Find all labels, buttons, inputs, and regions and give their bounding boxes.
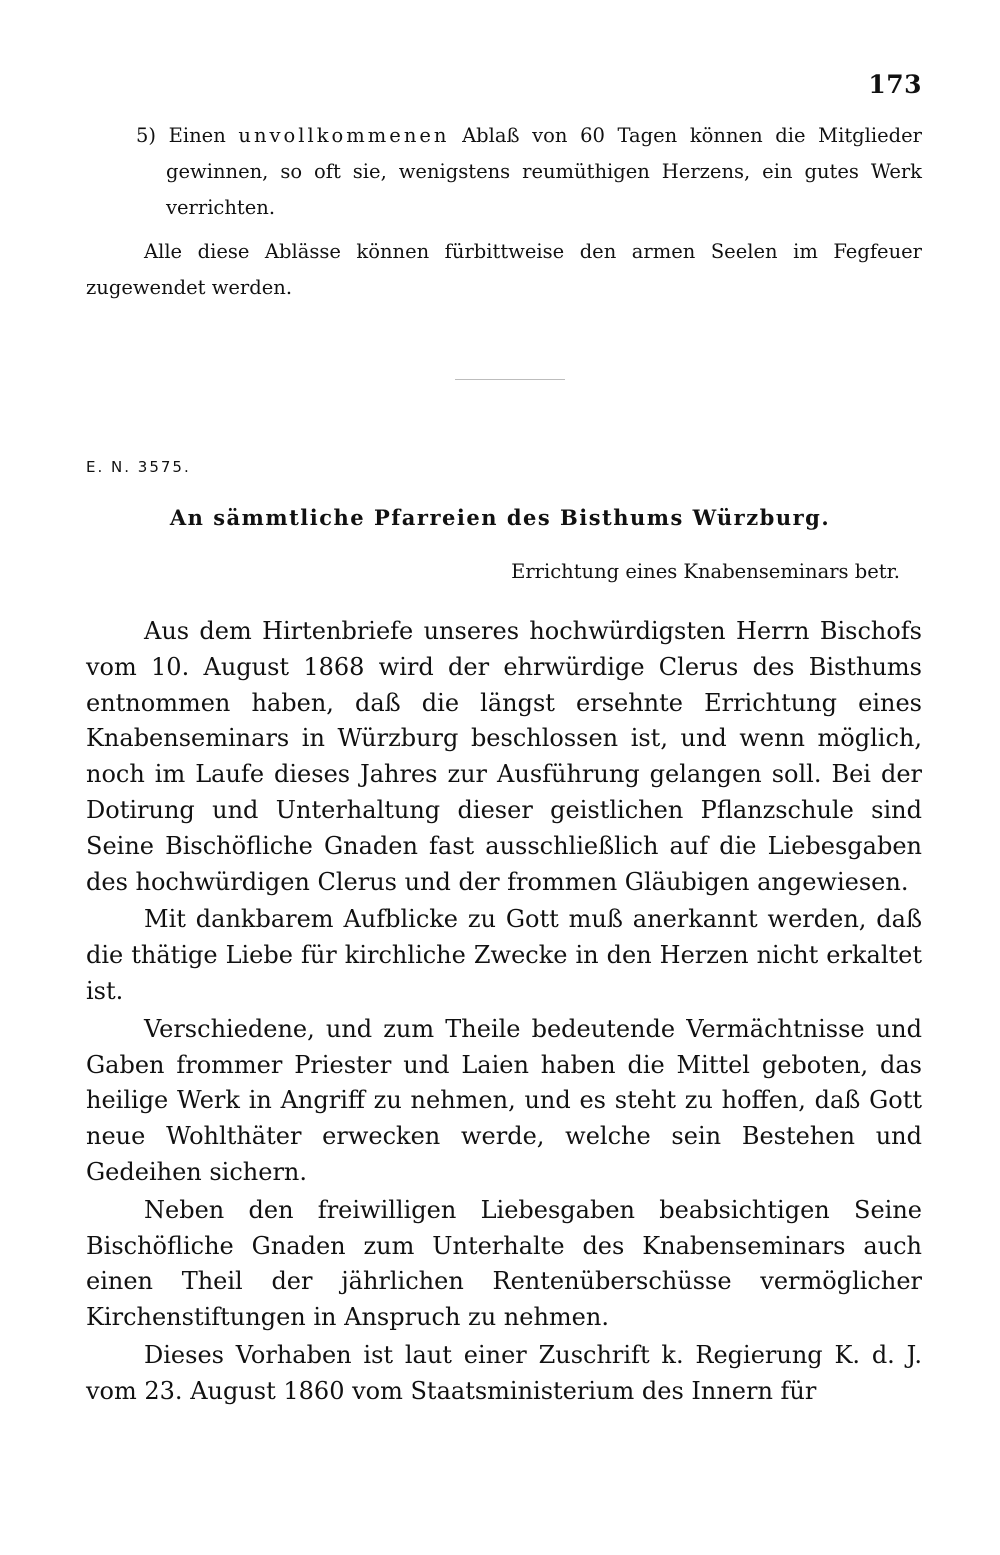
item-5-spaced-word: unvollkommenen: [238, 124, 450, 147]
section-divider: [455, 379, 565, 380]
item-5-text: Ablaß von 60 Tagen können die Mitglieder gewinnen, so oft sie, wenigstens reumüthigen Herzens, ein gutes Werk verrichten.: [166, 124, 922, 219]
body-paragraph: Mit dankbarem Aufblicke zu Gott muß anerkannt werden, daß die thätige Liebe für kirchliche Zwecke in den Herzen nicht erkaltet ist.: [86, 905, 922, 1005]
document-reference: E. N. 3575.: [86, 458, 191, 476]
item-5: [86, 118, 922, 226]
letter-body: [86, 614, 922, 1410]
subject-line: Errichtung eines Knabenseminars betr.: [511, 560, 900, 583]
item-5-prefix: 5) Einen: [136, 124, 239, 147]
page-number: 173: [868, 70, 922, 99]
body-paragraph: Verschiedene, und zum Theile bedeutende Vermächtnisse und Gaben frommer Priester und Laien haben die Mittel geboten, das heilige Werk in Angriff zu nehmen, und es steht zu hoffen, daß Gott neue Wohlthäter erwecken werde, welche sein Bestehen und Gedeihen sichern.: [86, 1014, 922, 1186]
body-paragraph: Aus dem Hirtenbriefe unseres hochwürdigsten Herrn Bischofs vom 10. August 1868 wird der ehrwürdige Clerus des Bisthums entnommen haben, daß die längst ersehnte Errichtung eines Knabenseminars in Würzburg beschlossen ist, und wenn möglich, noch im Laufe dieses Jahres zur Ausführung gelangen soll. Bei der Dotirung und Unterhaltung dieser geistlichen Pflanzschule sind Seine Bischöfliche Gnaden fast ausschließlich auf die Liebesgaben des hochwürdigen Clerus und der frommen Gläubigen angewiesen.: [86, 617, 922, 896]
indulgence-note: Alle diese Ablässe können fürbittweise den armen Seelen im Fegfeuer zugewendet werden.: [86, 240, 922, 299]
indulgence-section: [86, 118, 922, 306]
body-paragraph: Neben den freiwilligen Liebesgaben beabsichtigen Seine Bischöfliche Gnaden zum Unterhalte des Knabenseminars auch einen Theil der jährlichen Rentenüberschüsse vermöglicher Kirchenstiftungen in Anspruch zu nehmen.: [86, 1195, 922, 1332]
addressee-heading: An sämmtliche Pfarreien des Bisthums Würzburg.: [169, 505, 831, 530]
body-paragraph: Dieses Vorhaben ist laut einer Zuschrift k. Regierung K. d. J. vom 23. August 1860 vom Staatsministerium des Innern für: [86, 1340, 922, 1405]
